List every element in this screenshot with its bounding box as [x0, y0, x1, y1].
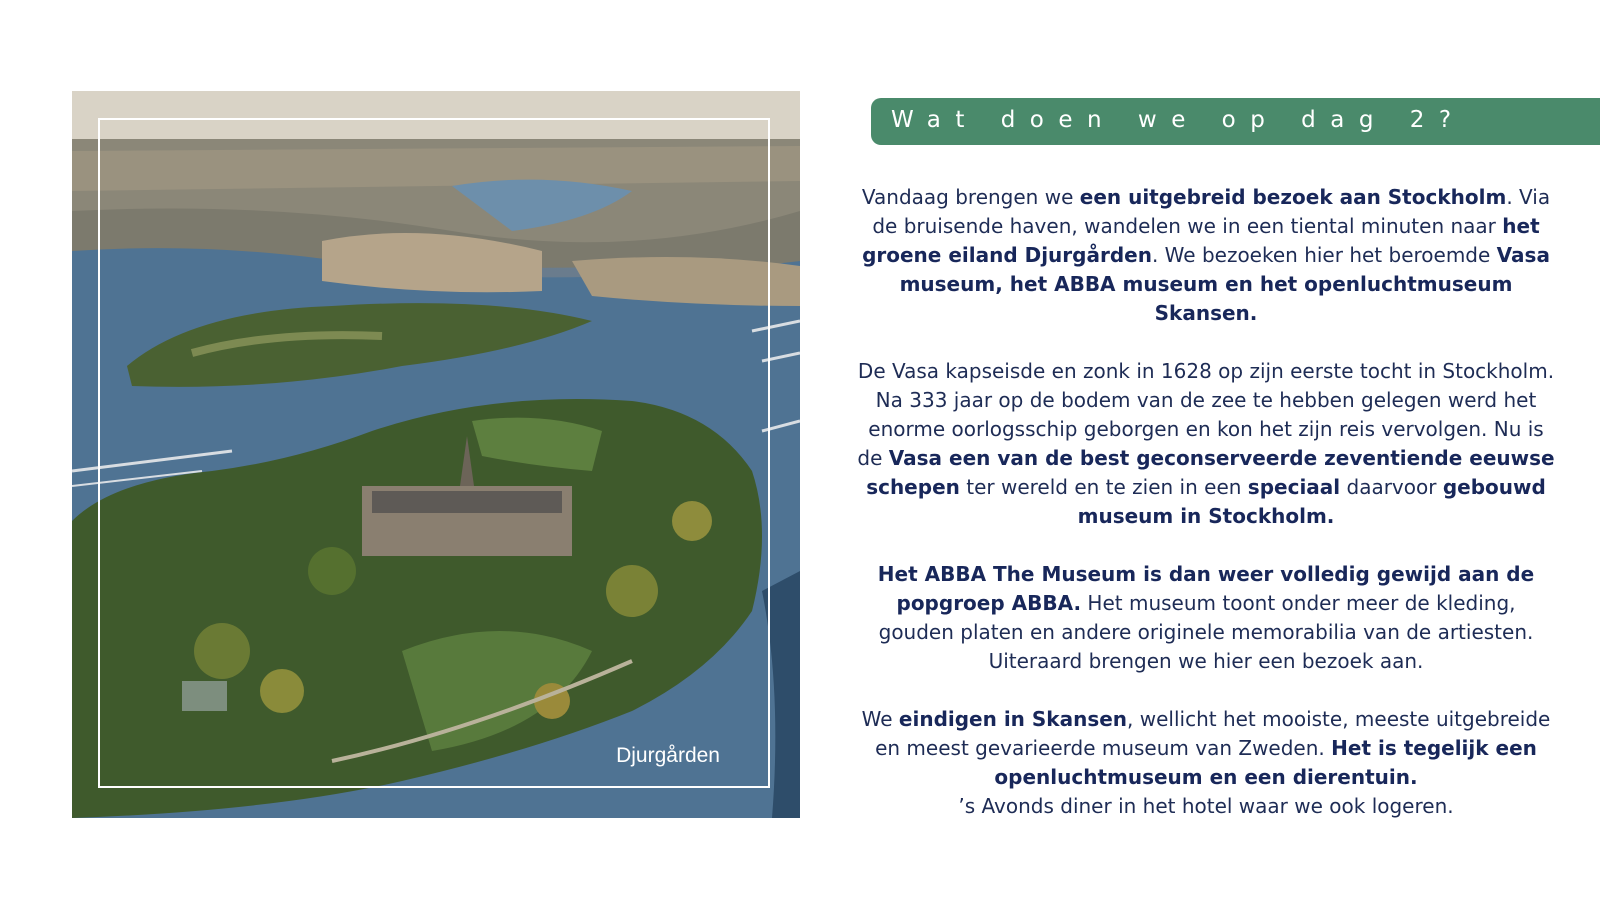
bold-text-run: eindigen in Skansen [898, 707, 1128, 731]
bold-text-run: Vasa museum, het ABBA museum en het openluchtmuseum Skansen. [899, 243, 1550, 325]
day-header-title: Wat doen we op dag 2? [891, 107, 1466, 133]
text-run: , wellicht het mooiste, meeste uitgebreide en meest gevarieerde museum van Zweden. [875, 707, 1551, 760]
bold-text-run: een uitgebreid bezoek aan Stockholm [1079, 185, 1507, 209]
paragraph-abba [856, 560, 1556, 676]
aerial-photo-djurgarden [72, 91, 800, 818]
day-header-banner [871, 98, 1600, 145]
text-run: Vandaag brengen we [861, 185, 1080, 209]
photo-caption: Djurgården [616, 744, 720, 767]
paragraph-skansen [856, 705, 1556, 821]
text-run: . Via de bruisende haven, wandelen we in een tiental minuten naar [872, 185, 1551, 238]
day-description [856, 183, 1556, 850]
text-run: daarvoor [1340, 475, 1443, 499]
text-run: De Vasa kapseisde en zonk in 1628 op zijn eerste tocht in Stockholm. Na 333 jaar op de bodem van de zee te hebben gelegen werd het enorme oorlogsschip geborgen en kon het zijn reis vervolgen. Nu is de [857, 359, 1555, 470]
photo-frame-border [98, 118, 770, 788]
text-run: . We bezoeken hier het beroemde [1151, 243, 1497, 267]
paragraph-vasa [856, 357, 1556, 531]
text-run: ter wereld en te zien in een [959, 475, 1248, 499]
text-run: We [861, 707, 899, 731]
text-run: Het museum toont onder meer de kleding, gouden platen en andere originele memorabilia van de artiesten. Uiteraard brengen we hier een bezoek aan. [878, 591, 1534, 673]
paragraph-intro [856, 183, 1556, 328]
bold-text-run: Het ABBA The Museum is dan weer volledig gewijd aan de popgroep ABBA. [877, 562, 1535, 615]
bold-text-run: speciaal [1247, 475, 1341, 499]
text-run: ’s Avonds diner in het hotel waar we ook logeren. [958, 794, 1454, 818]
bold-text-run: gebouwd museum in Stockholm. [1077, 475, 1546, 528]
bold-text-run: het groene eiland Djurgården [862, 214, 1540, 267]
bold-text-run: Vasa een van de best geconserveerde zeventiende eeuwse schepen [866, 446, 1555, 499]
bold-text-run: Het is tegelijk een openluchtmuseum en een dierentuin. [994, 736, 1537, 789]
